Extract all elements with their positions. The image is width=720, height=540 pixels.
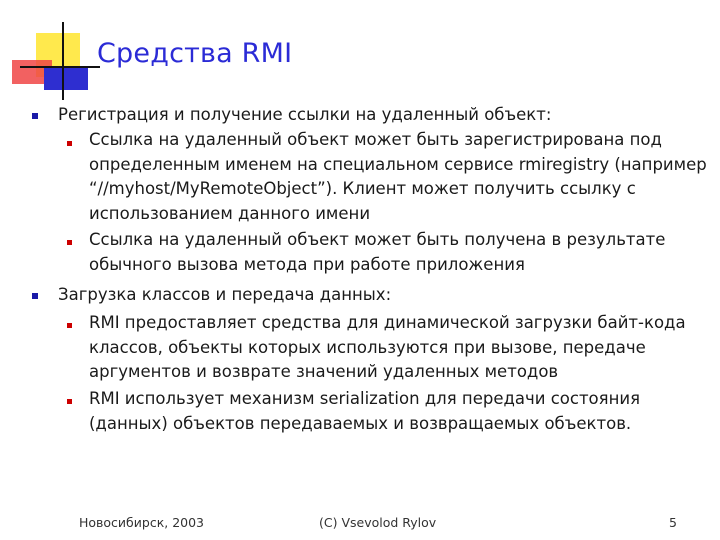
bullet-icon — [32, 113, 38, 119]
sub-bullet-method-call: Ссылка на удаленный объект может быть получена в результате обычного вызова метода при работе приложения — [89, 230, 666, 274]
bullet-registration: Регистрация и получение ссылки на удаленный объект: — [58, 105, 552, 124]
bullet-class-loading: Загрузка классов и передача данных: — [58, 285, 392, 304]
bullet-icon — [67, 240, 72, 245]
page-number: 5 — [669, 515, 677, 530]
bullet-icon — [32, 293, 38, 299]
sub-bullet-rmiregistry: Ссылка на удаленный объект может быть зарегистрирована под определенным именем на специальном сервисе rmiregistry (например “//myhost/MyRemoteObject”). Клиент может получить ссылку с использованием данного имени — [89, 130, 707, 223]
footer-author: (C) Vsevolod Rylov — [319, 515, 437, 530]
bullet-icon — [67, 323, 72, 328]
bullet-icon — [67, 399, 72, 404]
sub-bullet-bytecode: RMI предоставляет средства для динамической загрузки байт-кода классов, объекты которых используются при вызове, передаче аргументов и возврате значений удаленных методов — [89, 313, 686, 381]
bullet-icon — [67, 141, 72, 146]
slide-title: Средства RMI — [97, 38, 293, 69]
footer-location: Новосибирск, 2003 — [79, 515, 205, 530]
sub-bullet-serialization: RMI использует механизм serialization для передачи состояния (данных) объектов передаваемых и возвращаемых объектов. — [89, 389, 641, 433]
